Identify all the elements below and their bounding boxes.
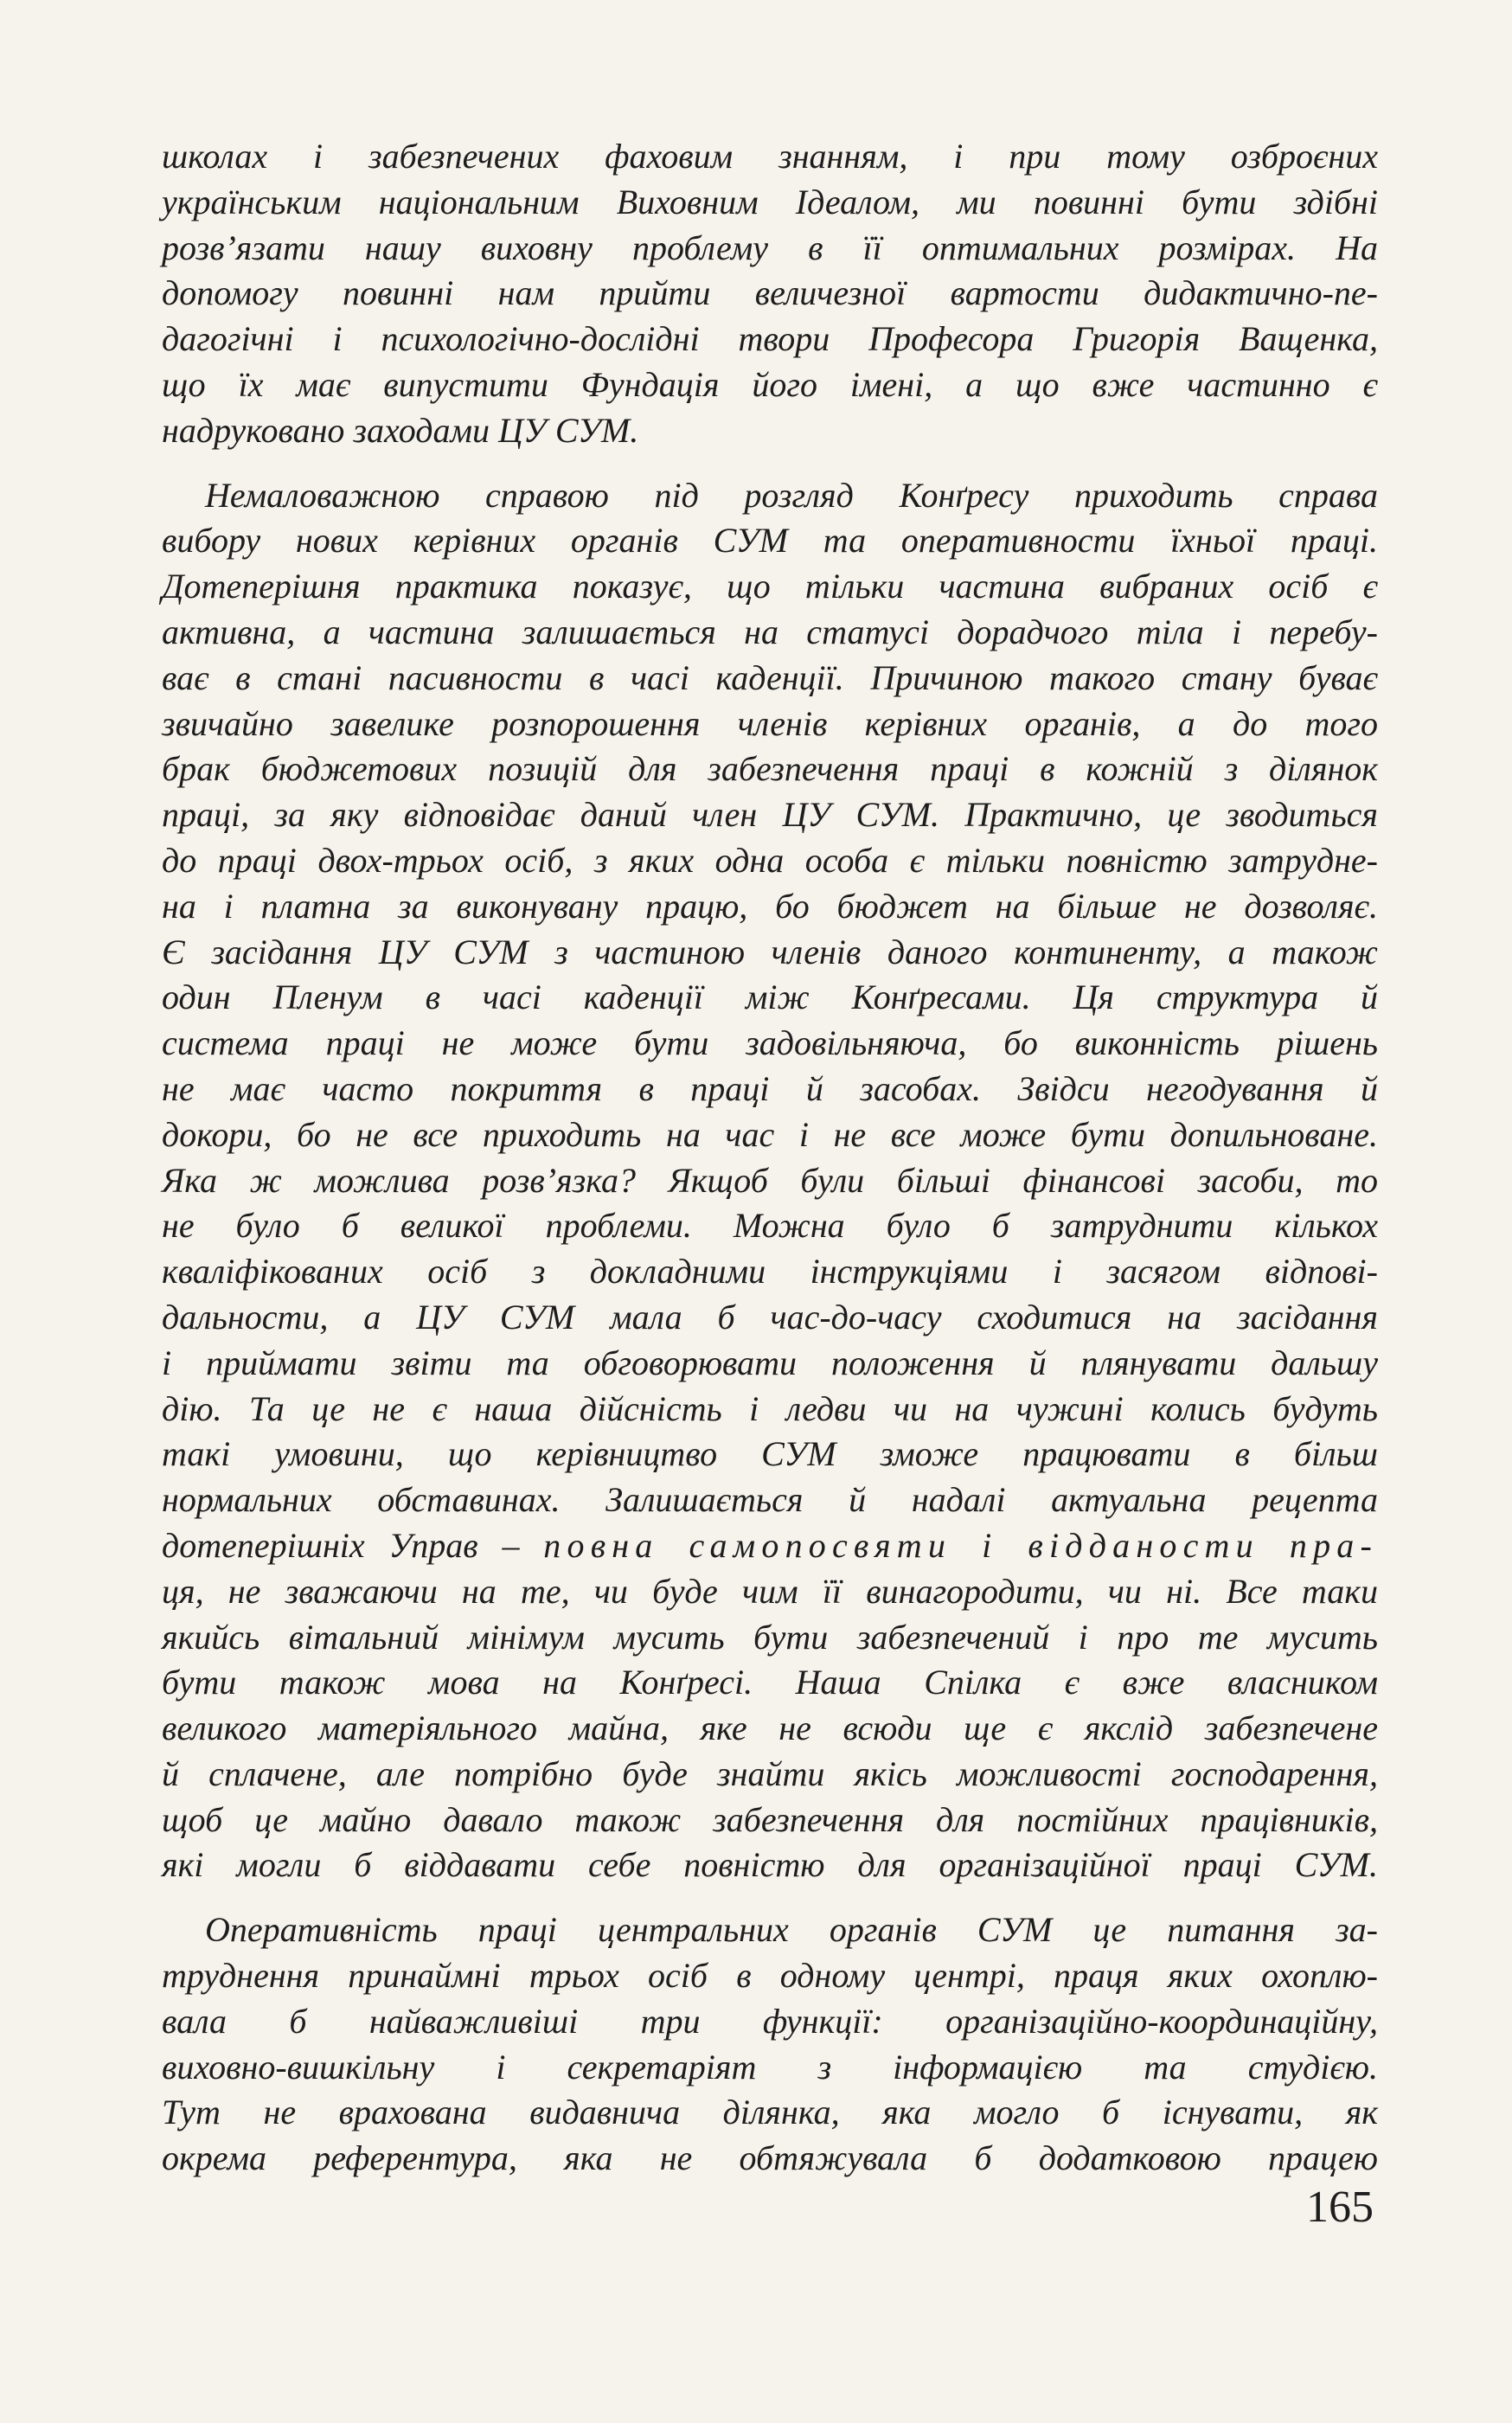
text-line: і приймати звіти та обговорювати положення й плянувати дальшу [162,1343,1378,1382]
body-text [162,134,1378,2182]
text-line: Є засідання ЦУ СУМ з частиною членів даного континенту, а також [162,932,1378,971]
text-line: Тут не врахована видавнича ділянка, яка могло б існувати, як [162,2093,1378,2132]
paragraph-1 [162,134,1378,454]
text-line: один Пленум в часі каденції між Конґресами. Ця структура й [162,978,1378,1017]
text-line: кваліфікованих осіб з докладними інструкціями і засягом відпові- [162,1252,1378,1292]
text-line: Яка ж можлива розв’язка? Якщоб були більші фінансові засоби, то [162,1160,1378,1200]
text-line: Дотеперішня практика показує, що тільки частина вибраних осіб є [162,567,1378,606]
text-line: окрема референтура, яка не обтяжувала б додатковою працею [162,2138,1378,2178]
text-line: такі умовини, що керівництво СУМ зможе працювати в більш [162,1434,1378,1474]
text-line: й сплачене, але потрібно буде знайти якісь можливості господарення, [162,1753,1378,1793]
text-line-emphasis [162,1523,1378,1569]
text-line: ває в стані пасивности в часі каденції. Причиною такого стану буває [162,657,1378,697]
text-line: труднення принаймні трьох осіб в одному центрі, праця яких охоплю- [162,1956,1378,1996]
text-line: великого матеріяльного майна, яке не всюди ще є якслід забезпечене [162,1708,1378,1748]
text-line: вибору нових керівних органів СУМ та оперативности їхньої праці. [162,521,1378,561]
text-line: брак бюджетових позицій для забезпечення праці в кожній з ділянок [162,749,1378,789]
line-plain-part: дотеперішніх Управ – [162,1525,544,1565]
text-line: дагогічні і психологічно-дослідні твори Професора Григорія Ващенка, [162,319,1378,359]
text-line: на і платна за виконувану працю, бо бюджет на більше не дозволяє. [162,886,1378,926]
text-line: нормальних обставинах. Залишається й надалі актуальна рецепта [162,1480,1378,1520]
text-line: ця, не зважаючи на те, чи буде чим її винагородити, чи ні. Все таки [162,1571,1378,1611]
text-line: система праці не може бути задовільняюча, бо виконність рішень [162,1023,1378,1063]
text-line: бути також мова на Конґресі. Наша Спілка є вже власником [162,1663,1378,1702]
text-line: не було б великої проблеми. Можна було б затруднити кількох [162,1206,1378,1246]
text-line: що їх має випустити Фундація його імені, а що вже частинно є [162,364,1378,404]
text-line: не має часто покриття в праці й засобах. Звідси негодування й [162,1068,1378,1108]
text-line: дальности, а ЦУ СУМ мала б час-до-часу сходитися на засідання [162,1297,1378,1336]
text-line: Немаловажною справою під розгляд Конґресу приходить справа [205,475,1378,515]
text-line: надруковано заходами ЦУ СУМ. [162,410,639,450]
text-line: праці, за яку відповідає даний член ЦУ СУМ. Практично, це зводиться [162,795,1378,835]
text-line: активна, а частина залишається на статусі дорадчого тіла і перебу- [162,612,1378,651]
text-line: виховно-вишкільну і секретаріят з інформацією та студією. [162,2047,1378,2086]
text-line: дію. Та це не є наша дійсність і ледви чи на чужині колись будуть [162,1388,1378,1428]
text-line: допомогу повинні нам прийти величезної вартости дидактично-пе- [162,273,1378,313]
letter-spaced-emphasis: повна самопосвяти і відданости пра- [543,1525,1378,1565]
text-line: до праці двох-трьох осіб, з яких одна особа є тільки повністю затрудне- [162,840,1378,880]
text-line: щоб це майно давало також забезпечення для постійних працівників, [162,1799,1378,1839]
paragraph-2 [162,473,1378,1889]
paragraph-3 [162,1907,1378,2182]
text-line: школах і забезпечених фаховим знанням, і при тому озброєних [162,137,1378,176]
text-line: звичайно завелике розпорошення членів керівних органів, а до того [162,703,1378,743]
text-line: які могли б віддавати себе повністю для організаційної праці СУМ. [162,1845,1378,1885]
text-line: українським національним Виховним Ідеалом, ми повинні бути здібні [162,182,1378,221]
page-number: 165 [1306,2183,1374,2232]
text-line: розв’язати нашу виховну проблему в її оптимальних розмірах. На [162,228,1378,267]
text-line: вала б найважливіші три функції: організаційно-координаційну, [162,2001,1378,2041]
text-line: якийсь вітальний мінімум мусить бути забезпечений і про те мусить [162,1617,1378,1657]
text-line: докори, бо не все приходить на час і не все може бути допильноване. [162,1114,1378,1154]
text-line: Оперативність праці центральних органів СУМ це питання за- [205,1910,1378,1950]
